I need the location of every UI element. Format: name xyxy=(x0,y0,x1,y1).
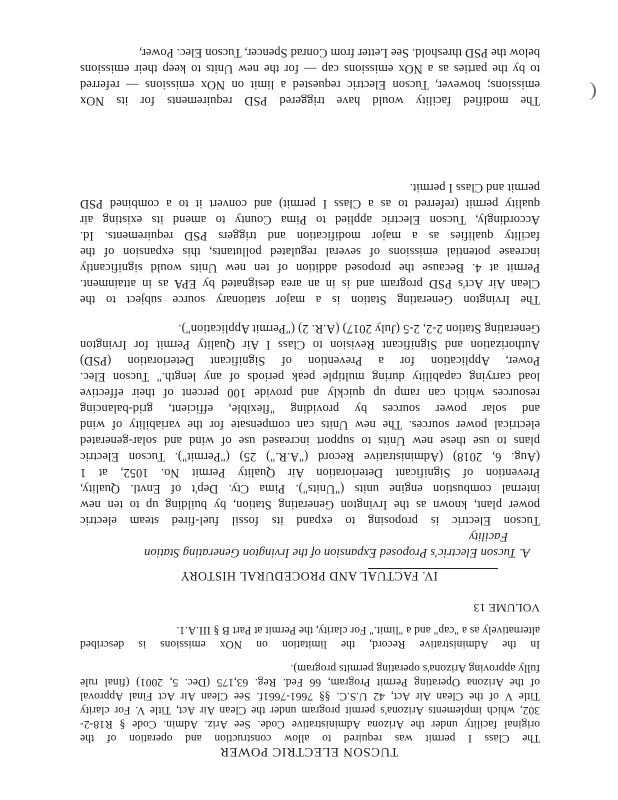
paragraph1-line: Generating Station 2-2, 2-5 (July 2017) (A.R. 2) ("Permit Application"). xyxy=(178,322,540,336)
paragraph2-line: Clean Air Act's PSD program and is in an area designated by EPA as in attainment. xyxy=(80,277,540,291)
footnote-line: 302, which implements Arizona's permit program under the Clean Air Act, Title V. For clarity xyxy=(80,704,540,716)
volume-label: VOLUME 13 xyxy=(473,601,540,615)
paragraph1-line: load carrying capability during multiple peak periods of any length." Tucson Elec. xyxy=(80,370,540,384)
paragraph2-line: permit and Class I permit. xyxy=(409,181,540,195)
footnote-line: In the Administrative Record, the limitation on NOx emissions is described xyxy=(80,638,540,650)
paragraph2-line: quality permit (referred to as a Class I permit) and convert it to a combined PSD xyxy=(80,197,540,211)
subsection-heading-continued: Facility xyxy=(469,530,508,544)
paragraph2-line: The Irvington Generating Station is a major stationary source subject to the xyxy=(80,293,540,307)
paragraph1-line: Authorization and Significant Revision to Class I Air Quality Permit for Irvington xyxy=(80,338,540,352)
footnote-line: The Class I permit was required to allow construction and operation of the xyxy=(80,732,540,744)
paragraph1-line: Power, Application for a Prevention of Significant Deterioration (PSD) xyxy=(80,354,540,368)
paragraph1-line: resources which can ramp up quickly and provide 100 percent of their effective xyxy=(80,386,540,400)
paragraph2-line: increase potential emissions of several regulated pollutants, this expansion of the xyxy=(80,245,540,259)
footnote-divider xyxy=(368,568,498,569)
section-heading: IV. FACTUAL AND PROCEDURAL HISTORY xyxy=(180,569,438,583)
paragraph2-line: Accordingly, Tucson Electric applied to Pima County to amend its existing air xyxy=(80,213,540,227)
paragraph2-line: facility qualifies as a major modification and triggers PSD requirements. Id. xyxy=(80,229,540,243)
paragraph1-line: (Aug. 6, 2018) (Administrative Record ("A.R.") 25) ("Permit"). Tucson Electric xyxy=(80,450,540,464)
paragraph1-line: Prevention of Significant Deterioration Air Quality Permit No. 1052, at 1 xyxy=(80,466,540,480)
scan-artifact xyxy=(580,82,596,100)
paragraph3-line: emissions; however, Tucson Electric requested a limit on NOx emissions — referred xyxy=(80,78,540,92)
paragraph1-line: plans to use these new Units to support increased use of wind and solar-generated xyxy=(80,434,540,448)
running-header: TUCSON ELECTRIC POWER xyxy=(219,745,399,760)
paragraph1-line: Tucson Electric is proposing to expand its fossil fuel-fired steam electric xyxy=(80,514,540,528)
paragraph1-line: electrical power sources. The new Units can compensate for the variability of wind xyxy=(80,418,540,432)
footnote-line: original facility under the Arizona Administrative Code. See Ariz. Admin. Code § R18-2- xyxy=(80,718,540,730)
subsection-heading: A. Tucson Electric's Proposed Expansion of the Irvington Generating Station xyxy=(144,546,530,560)
footnote-line: Title V of the Clean Air Act, 42 U.S.C. §§ 7661-7661f. See Clean Air Act Final Approval xyxy=(80,690,540,702)
paragraph3-line: below the PSD threshold. See Letter from Conrad Spencer, Tucson Elec. Power, xyxy=(139,46,540,60)
paragraph2-line: Permit at 4. Because the proposed addition of ten new Units would significantly xyxy=(80,261,540,275)
paragraph3-line: to by the parties as a NOx emissions cap — for the new Units to keep their emissions xyxy=(80,62,540,76)
footnote-line: fully approving Arizona's operating permits program). xyxy=(290,662,540,674)
paragraph1-line: power plant, known as the Irvington Generating Station, by building up to ten new xyxy=(80,498,540,512)
paragraph3-line: The modified facility would have triggered PSD requirements for its NOx xyxy=(80,94,540,108)
footnote-line: alternatively as a "cap" and a "limit." For clarity, the Permit at Part B § III.A.1. xyxy=(176,624,540,636)
footnote-line: of the Arizona Operating Permit Program, 66 Fed. Reg. 63,175 (Dec. 5, 2001) (final rule xyxy=(80,676,540,688)
paragraph1-line: and solar power sources by providing "flexible, efficient, grid-balancing xyxy=(80,402,540,416)
paragraph1-line: internal combustion engine units ("Units"). Pima Cty. Dep't of Envtl. Quality, xyxy=(80,482,540,496)
